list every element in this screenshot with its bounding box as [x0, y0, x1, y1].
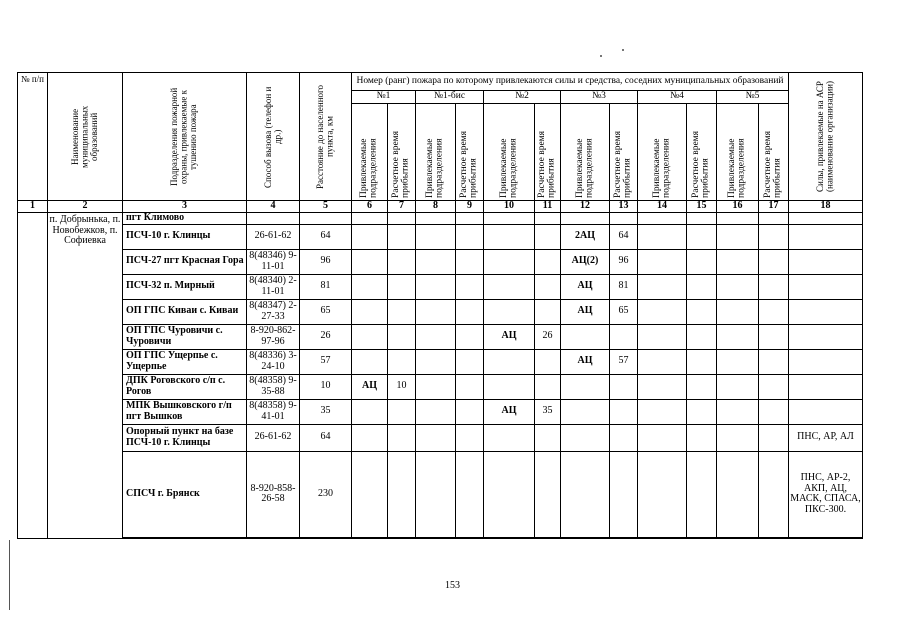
header-r2-units: Привлекаемые подразделения [484, 104, 535, 201]
column-number-row [18, 201, 863, 213]
rank2-time: 35 [535, 399, 561, 424]
header-rank-1bis: №1-бис [416, 91, 484, 104]
col-num: 5 [300, 201, 352, 213]
rank3-units: 2АЦ [561, 224, 610, 249]
table-row [18, 249, 863, 274]
distance: 64 [300, 424, 352, 451]
distance: 81 [300, 274, 352, 299]
header-r1bis-units: Привлекаемые подразделения [416, 104, 456, 201]
col-num: 10 [484, 201, 535, 213]
header-units: Подразделения пожарной охраны, привлекаемые к тушению пожара [123, 73, 247, 201]
phone: 8(48336) 3-24-10 [247, 349, 300, 374]
distance: 65 [300, 299, 352, 324]
header-r4-units: Привлекаемые подразделения [638, 104, 687, 201]
table-row [18, 213, 863, 225]
header-n-pp: № п/п [18, 73, 48, 201]
col-num: 3 [123, 201, 247, 213]
fire-forces-table [17, 72, 863, 539]
col-num: 13 [610, 201, 638, 213]
scan-speck [622, 49, 624, 51]
col-num: 1 [18, 201, 48, 213]
asr-forces: ПНС, АР-2, АКП, АЦ, МАСК, СПАСА, ПКС-300. [789, 451, 863, 537]
phone: 8-920-862-97-96 [247, 324, 300, 349]
col-num: 11 [535, 201, 561, 213]
rank3-time: 57 [610, 349, 638, 374]
header-rank-group: Номер (ранг) пожара по которому привлекаются силы и средства, соседних муниципальных образований [352, 73, 789, 91]
unit-name: ПСЧ-27 пгт Красная Гора [123, 249, 247, 274]
col-num: 2 [48, 201, 123, 213]
phone: 8(48340) 2-11-01 [247, 274, 300, 299]
phone: 8(48346) 9-11-01 [247, 249, 300, 274]
table-row [18, 299, 863, 324]
distance: 10 [300, 374, 352, 399]
col-num: 17 [759, 201, 789, 213]
table-row [18, 349, 863, 374]
distance: 230 [300, 451, 352, 537]
rank2-time: 26 [535, 324, 561, 349]
col-num: 16 [717, 201, 759, 213]
unit-name: ОП ГПС Киваи с. Киваи [123, 299, 247, 324]
header-rank-3: №3 [561, 91, 638, 104]
distance: 57 [300, 349, 352, 374]
col-num: 8 [416, 201, 456, 213]
phone: 8(48358) 9-35-88 [247, 374, 300, 399]
distance: 96 [300, 249, 352, 274]
rank2-units: АЦ [484, 324, 535, 349]
header-municipality: Наименование муниципальных образований [48, 73, 123, 201]
header-r1-time: Расчетное время прибытия [388, 104, 416, 201]
phone: 8(48358) 9-41-01 [247, 399, 300, 424]
header-rank-1: №1 [352, 91, 416, 104]
rank3-units: АЦ [561, 349, 610, 374]
header-r3-time: Расчетное время прибытия [610, 104, 638, 201]
table-row [18, 224, 863, 249]
header-asr: Силы, привлекаемые на АСР (наименование организации) [789, 73, 863, 201]
rank1-time: 10 [388, 374, 416, 399]
header-r5-units: Привлекаемые подразделения [717, 104, 759, 201]
table-row [18, 274, 863, 299]
distance: 35 [300, 399, 352, 424]
asr-forces: ПНС, АР, АЛ [789, 424, 863, 451]
header-rank-4: №4 [638, 91, 717, 104]
group-heading: пгт Климово [123, 213, 247, 225]
unit-name: ПСЧ-32 п. Мирный [123, 274, 247, 299]
rank3-time: 81 [610, 274, 638, 299]
header-r2-time: Расчетное время прибытия [535, 104, 561, 201]
table-row [18, 424, 863, 451]
table-row [18, 324, 863, 349]
header-distance: Расстояние до населенного пункта, км [300, 73, 352, 201]
unit-name: ДПК Роговского с/п с. Рогов [123, 374, 247, 399]
phone: 26-61-62 [247, 224, 300, 249]
col-num: 7 [388, 201, 416, 213]
col-num: 9 [456, 201, 484, 213]
rank2-units: АЦ [484, 399, 535, 424]
rank3-time: 65 [610, 299, 638, 324]
unit-name: ПСЧ-10 г. Клинцы [123, 224, 247, 249]
header-r4-time: Расчетное время прибытия [687, 104, 717, 201]
rank3-units: АЦ [561, 274, 610, 299]
rank3-time: 64 [610, 224, 638, 249]
unit-name: ОП ГПС Чуровичи с. Чуровичи [123, 324, 247, 349]
municipality-cell: п. Добрынька, п. Новобежков, п. Софиевка [48, 213, 123, 539]
scan-speck [600, 55, 602, 57]
scan-edge-line [9, 540, 10, 610]
table-row [18, 399, 863, 424]
col-num: 12 [561, 201, 610, 213]
header-r1bis-time: Расчетное время прибытия [456, 104, 484, 201]
phone: 8(48347) 2-27-33 [247, 299, 300, 324]
unit-name: ОП ГПС Ущерпье с. Ущерпье [123, 349, 247, 374]
col-num: 6 [352, 201, 388, 213]
distance: 64 [300, 224, 352, 249]
phone: 26-61-62 [247, 424, 300, 451]
rank3-time: 96 [610, 249, 638, 274]
unit-name: МПК Вышковского г/п пгт Вышков [123, 399, 247, 424]
header-rank-5: №5 [717, 91, 789, 104]
header-r3-units: Привлекаемые подразделения [561, 104, 610, 201]
header-r1-units: Привлекаемые подразделения [352, 104, 388, 201]
table-row [18, 374, 863, 399]
col-num: 18 [789, 201, 863, 213]
col-num: 14 [638, 201, 687, 213]
header-r5-time: Расчетное время прибытия [759, 104, 789, 201]
unit-name: СПСЧ г. Брянск [123, 451, 247, 537]
rank1-units: АЦ [352, 374, 388, 399]
rank3-units: АЦ [561, 299, 610, 324]
table-row [18, 451, 863, 537]
page-number: 153 [445, 580, 460, 591]
col-num: 15 [687, 201, 717, 213]
col-num: 4 [247, 201, 300, 213]
rank3-units: АЦ(2) [561, 249, 610, 274]
distance: 26 [300, 324, 352, 349]
phone: 8-920-858-26-58 [247, 451, 300, 537]
unit-name: Опорный пункт на базе ПСЧ-10 г. Клинцы [123, 424, 247, 451]
header-rank-2: №2 [484, 91, 561, 104]
header-call-method: Способ вызова (телефон и др.) [247, 73, 300, 201]
